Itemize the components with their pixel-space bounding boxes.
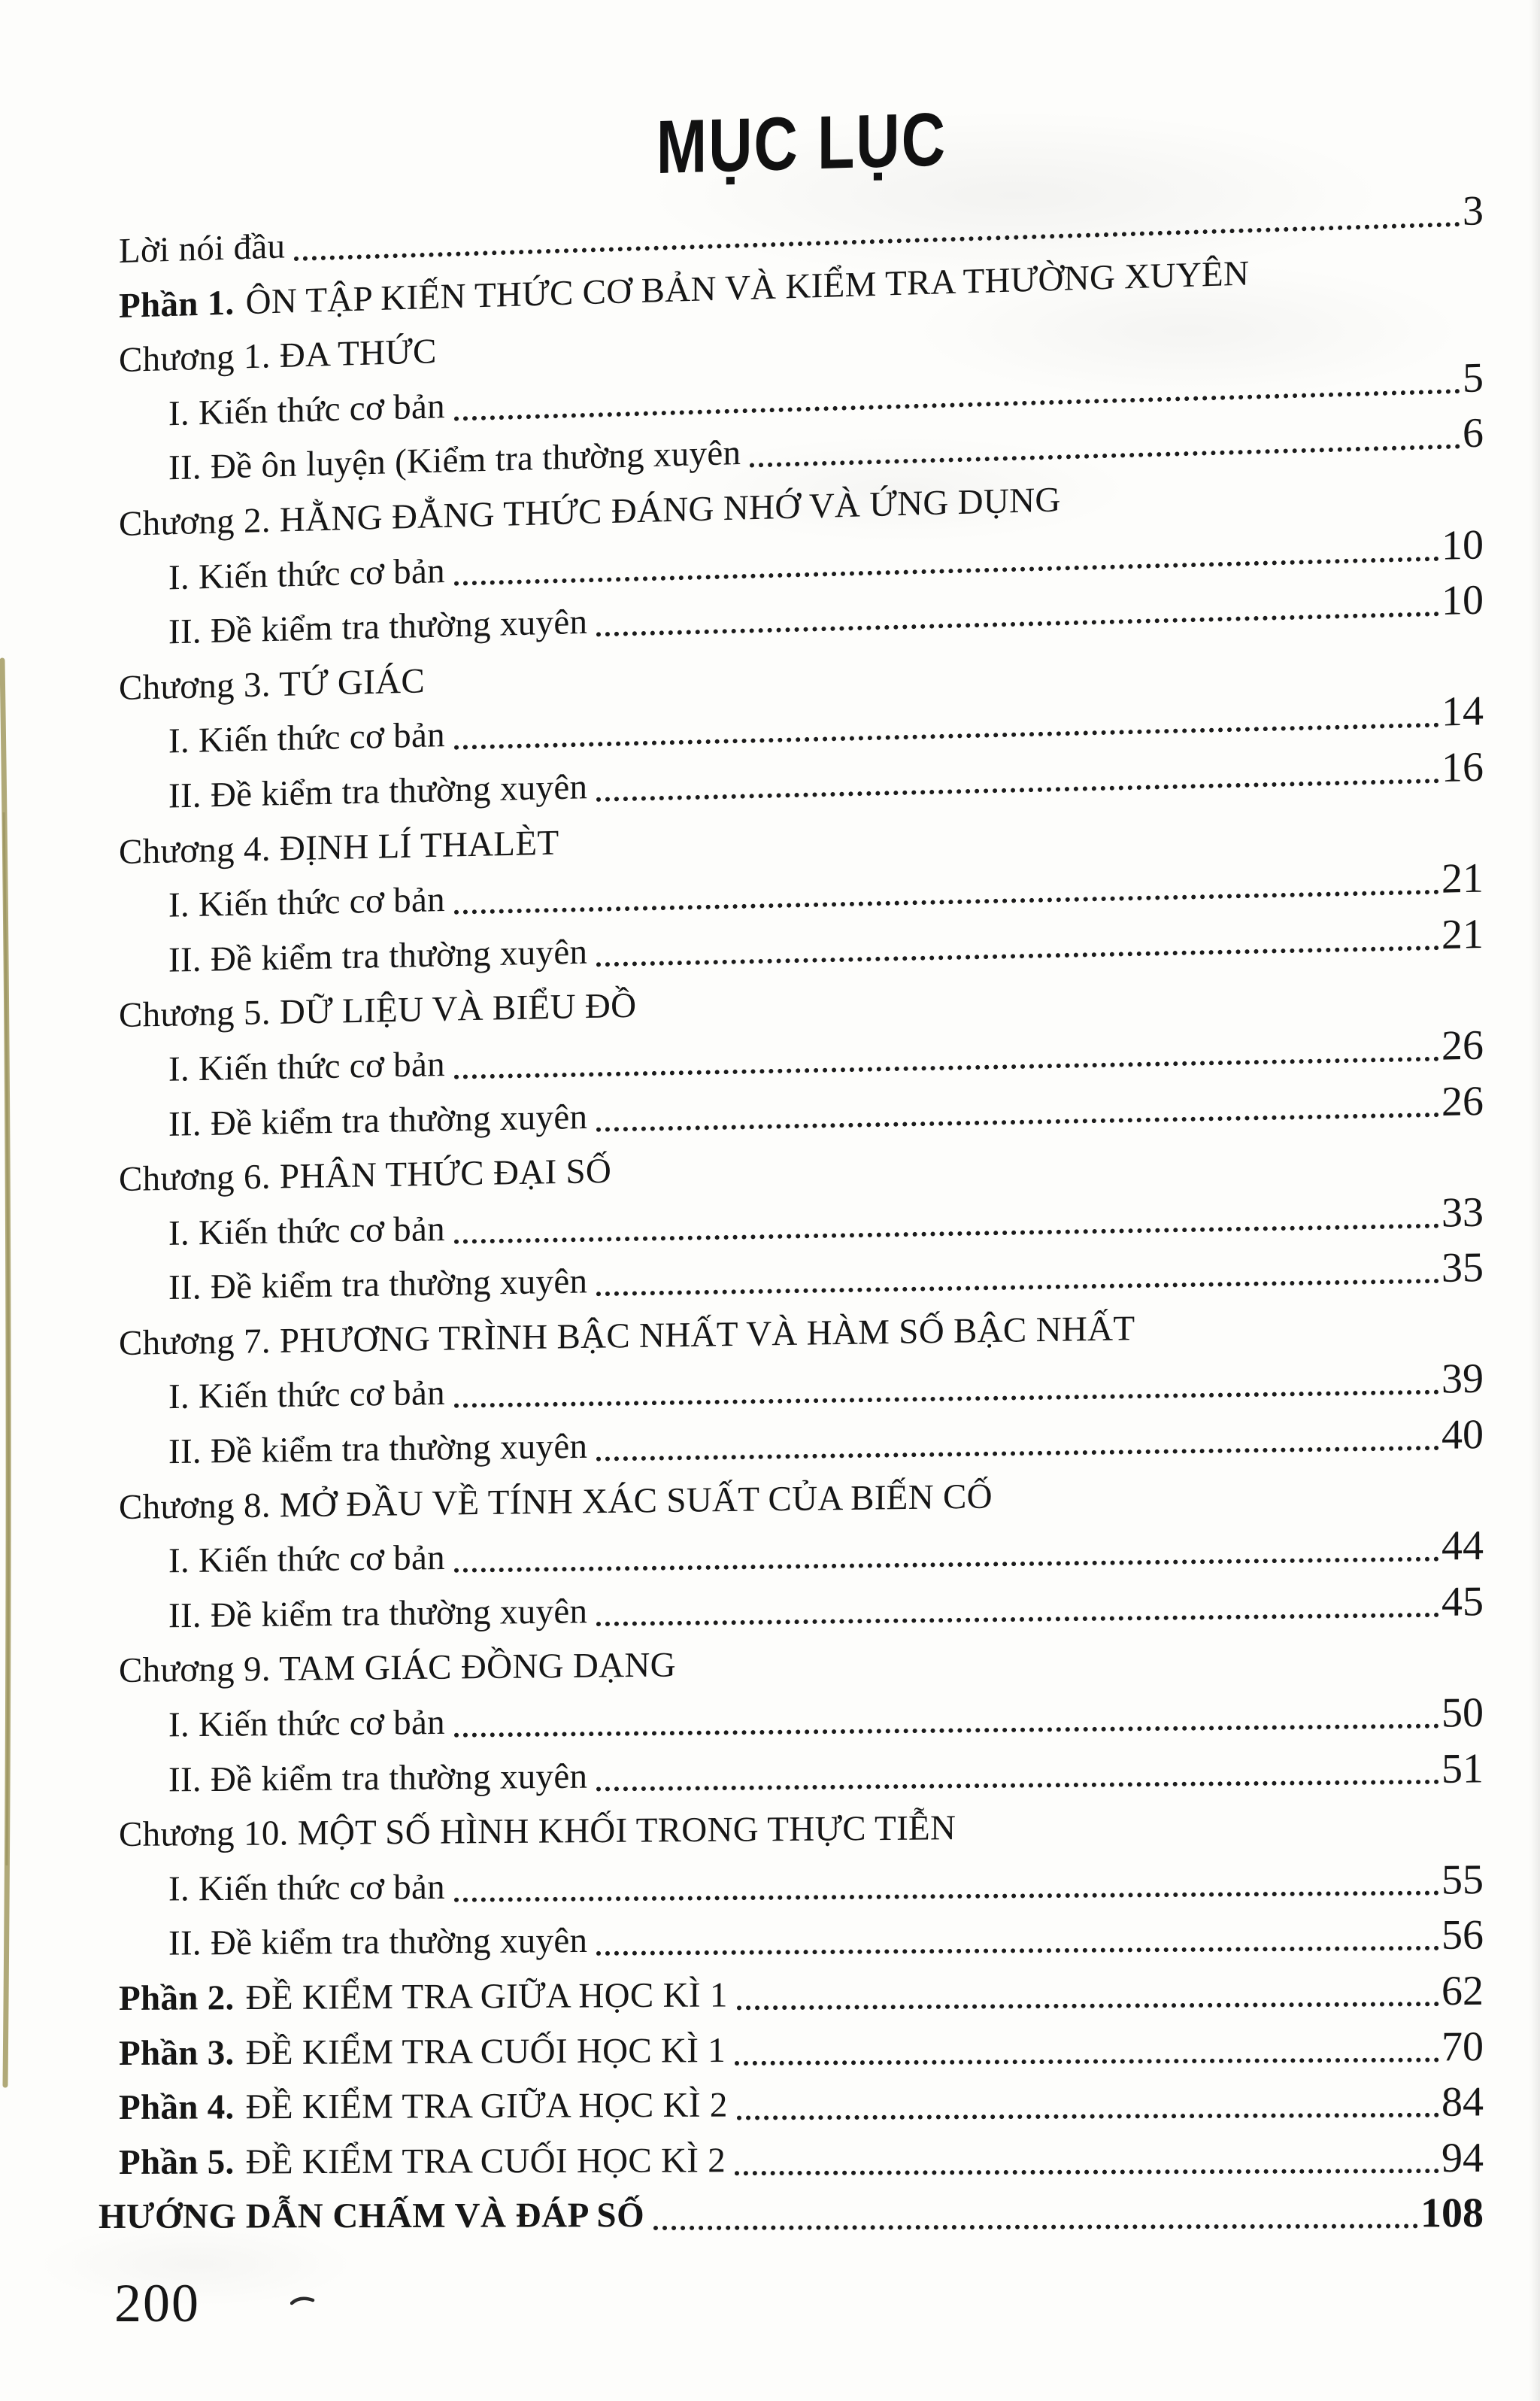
toc-entry-page: 26 bbox=[1441, 1077, 1484, 1125]
toc-entry-page: 40 bbox=[1441, 1410, 1484, 1459]
toc-entry-page: 108 bbox=[1420, 2190, 1484, 2237]
toc-entry-text bbox=[119, 1151, 612, 1204]
dot-leader bbox=[737, 2113, 1439, 2120]
toc-entry-label: I. Kiến thức cơ bản bbox=[168, 1867, 445, 1908]
toc-entry-label: II. Đề kiểm tra thường xuyên bbox=[168, 766, 588, 816]
toc-entry-label: II. Đề kiểm tra thường xuyên bbox=[168, 1261, 588, 1307]
toc-entry-label: Chương 3. TỨ GIÁC bbox=[119, 660, 425, 708]
toc-entry-label: ĐỀ KIỂM TRA CUỐI HỌC KÌ 2 bbox=[245, 2140, 726, 2181]
toc-entry-label: Chương 7. PHƯƠNG TRÌNH BẬC NHẤT VÀ HÀM SỐ BẬC NHẤT bbox=[119, 1308, 1135, 1363]
toc-entry-text bbox=[168, 1756, 588, 1805]
toc-entry-page: 39 bbox=[1441, 1355, 1484, 1403]
dot-leader bbox=[596, 1612, 1439, 1625]
dot-leader bbox=[596, 1779, 1439, 1791]
dot-leader bbox=[653, 2223, 1418, 2230]
toc-entry-text bbox=[168, 1044, 445, 1094]
toc-entry-page: 3 bbox=[1463, 187, 1484, 235]
toc-entry-text bbox=[168, 1099, 587, 1149]
toc-entry-page: 56 bbox=[1441, 1911, 1484, 1959]
dot-leader bbox=[454, 1556, 1439, 1572]
toc-entry-page: 10 bbox=[1441, 576, 1484, 624]
toc-entry-label: Lời nói đầu bbox=[119, 226, 286, 271]
page-title-text: MỤC LỤC bbox=[656, 96, 947, 190]
toc-entry-text bbox=[119, 1975, 728, 2023]
dot-leader bbox=[737, 2002, 1439, 2010]
toc-entry-label: Chương 8. MỞ ĐẦU VỀ TÍNH XÁC SUẤT CỦA BIẾN CỐ bbox=[119, 1476, 993, 1527]
toc-entry-text bbox=[168, 715, 445, 766]
toc-entry-text bbox=[168, 1211, 445, 1258]
toc-entry-text bbox=[119, 2087, 728, 2132]
dot-leader bbox=[735, 2057, 1439, 2066]
dot-leader bbox=[596, 1279, 1439, 1296]
toc-entry-prefix: Phần 3. bbox=[119, 2032, 235, 2073]
toc-entry-label: I. Kiến thức cơ bản bbox=[168, 1537, 445, 1581]
pen-tick-mark bbox=[290, 2293, 316, 2309]
toc-entry-text bbox=[168, 1537, 445, 1586]
toc-entry-label: Chương 6. PHÂN THỨC ĐẠI SỐ bbox=[119, 1151, 612, 1199]
toc-entry-label: II. Đề kiểm tra thường xuyên bbox=[168, 1591, 588, 1635]
toc-entry-label: HƯỚNG DẪN CHẤM VÀ ĐÁP SỐ bbox=[99, 2196, 645, 2236]
toc-entry bbox=[119, 2017, 1484, 2078]
toc-list bbox=[99, 187, 1484, 2242]
toc-entry-page: 50 bbox=[1441, 1689, 1484, 1737]
dot-leader bbox=[454, 1890, 1439, 1902]
toc-entry bbox=[99, 2184, 1484, 2242]
toc-entry-page: 94 bbox=[1441, 2134, 1484, 2181]
toc-entry-label: Chương 9. TAM GIÁC ĐỒNG DẠNG bbox=[119, 1645, 676, 1691]
toc-entry bbox=[119, 1961, 1484, 2023]
toc-entry-text bbox=[119, 2140, 726, 2187]
toc-entry-label: Chương 4. ĐỊNH LÍ THALÈT bbox=[119, 822, 559, 872]
toc-entry bbox=[119, 1794, 1484, 1859]
toc-entry-label: I. Kiến thức cơ bản bbox=[168, 551, 445, 597]
toc-entry-page: 21 bbox=[1441, 910, 1484, 958]
toc-entry-text bbox=[99, 2198, 644, 2242]
toc-entry-label: Chương 5. DỮ LIỆU VÀ BIỂU ĐỒ bbox=[119, 985, 637, 1035]
toc-entry bbox=[119, 2072, 1484, 2132]
toc-entry-page: 84 bbox=[1441, 2078, 1484, 2126]
left-page-edge-scan-line bbox=[0, 0, 30, 2401]
dot-leader bbox=[454, 1390, 1439, 1408]
toc-entry-text bbox=[168, 553, 445, 602]
toc-entry-text bbox=[168, 1261, 588, 1313]
toc-entry-text bbox=[168, 879, 445, 930]
toc-entry-label: I. Kiến thức cơ bản bbox=[168, 715, 445, 761]
toc-entry-page: 21 bbox=[1441, 854, 1484, 903]
toc-entry-text bbox=[168, 1591, 588, 1641]
toc-entry-page: 44 bbox=[1441, 1522, 1484, 1570]
toc-entry-label: I. Kiến thức cơ bản bbox=[168, 1044, 445, 1089]
toc-entry-label: Chương 1. ĐA THỨC bbox=[119, 331, 437, 380]
toc-entry-page: 6 bbox=[1463, 409, 1484, 457]
toc-entry-page: 45 bbox=[1441, 1577, 1484, 1625]
toc-entry-text bbox=[168, 1428, 587, 1476]
toc-entry-text bbox=[119, 2032, 726, 2078]
toc-entry-label: II. Đề ôn luyện (Kiểm tra thường xuyên bbox=[168, 433, 741, 488]
dot-leader bbox=[596, 1446, 1439, 1462]
toc-entry-page: 33 bbox=[1441, 1188, 1484, 1236]
toc-entry-page: 35 bbox=[1441, 1243, 1484, 1292]
toc-entry-label: II. Đề kiểm tra thường xuyên bbox=[168, 602, 588, 652]
toc-entry-prefix: Phần 1. bbox=[119, 282, 235, 326]
toc-entry-label: Chương 10. MỘT SỐ HÌNH KHỐI TRONG THỰC TIỄN bbox=[119, 1808, 956, 1854]
toc-entry bbox=[119, 1850, 1484, 1914]
toc-entry bbox=[119, 1905, 1484, 1968]
toc-entry-prefix: Phần 4. bbox=[119, 2087, 235, 2127]
toc-content bbox=[99, 0, 1484, 2242]
toc-entry-label: II. Đề kiểm tra thường xuyên bbox=[168, 1756, 588, 1799]
toc-entry-text bbox=[168, 388, 445, 438]
dot-leader bbox=[596, 1112, 1439, 1131]
dot-leader bbox=[596, 1946, 1439, 1956]
toc-entry-prefix: Phần 2. bbox=[119, 1978, 235, 2018]
toc-entry-page: 14 bbox=[1441, 688, 1484, 736]
toc-entry-text bbox=[119, 226, 286, 276]
toc-entry-label: ĐỀ KIỂM TRA CUỐI HỌC KÌ 1 bbox=[245, 2030, 726, 2072]
toc-entry-page: 16 bbox=[1441, 743, 1484, 791]
toc-entry-page: 55 bbox=[1441, 1856, 1484, 1903]
dot-leader bbox=[454, 1723, 1439, 1737]
toc-entry-label: II. Đề kiểm tra thường xuyên bbox=[168, 1921, 588, 1963]
toc-entry-text bbox=[119, 660, 425, 713]
toc-entry-label: I. Kiến thức cơ bản bbox=[168, 1702, 445, 1745]
toc-entry-text bbox=[119, 1808, 956, 1859]
toc-entry-text bbox=[119, 1645, 676, 1696]
toc-entry bbox=[119, 2128, 1484, 2187]
toc-entry-text bbox=[168, 1702, 445, 1750]
toc-entry-text bbox=[168, 1376, 445, 1422]
toc-entry-label: II. Đề kiểm tra thường xuyên bbox=[168, 931, 588, 979]
toc-entry-page: 62 bbox=[1441, 1967, 1484, 2014]
toc-entry-page: 5 bbox=[1463, 354, 1484, 402]
toc-entry-label: ĐỀ KIỂM TRA GIỮA HỌC KÌ 2 bbox=[245, 2085, 728, 2127]
toc-entry-page: 10 bbox=[1441, 521, 1484, 569]
page-title bbox=[119, 0, 1484, 218]
toc-entry-label: I. Kiến thức cơ bản bbox=[168, 1374, 445, 1417]
toc-entry-label: Chương 2. HẰNG ĐẲNG THỨC ĐÁNG NHỚ VÀ ỨNG DỤNG bbox=[119, 480, 1061, 544]
toc-entry-label: ÔN TẬP KIẾN THỨC CƠ BẢN VÀ KIỂM TRA THƯỜNG XUYÊN bbox=[245, 253, 1250, 322]
footer-page-number: 200 bbox=[114, 2273, 200, 2333]
toc-entry-label: ĐỀ KIỂM TRA GIỮA HỌC KÌ 1 bbox=[245, 1975, 728, 2017]
toc-entry-label: II. Đề kiểm tra thường xuyên bbox=[168, 1426, 588, 1471]
toc-entry-label: I. Kiến thức cơ bản bbox=[168, 879, 445, 925]
toc-entry-page: 51 bbox=[1441, 1744, 1484, 1792]
toc-entry-prefix: Phần 5. bbox=[119, 2141, 235, 2182]
toc-entry-page: 26 bbox=[1441, 1021, 1484, 1070]
toc-entry-label: I. Kiến thức cơ bản bbox=[168, 386, 445, 433]
toc-entry-text bbox=[168, 1923, 587, 1968]
toc-entry-text bbox=[168, 1869, 445, 1914]
toc-entry-label: II. Đề kiểm tra thường xuyên bbox=[168, 1097, 588, 1143]
toc-entry-label: I. Kiến thức cơ bản bbox=[168, 1209, 445, 1253]
toc-entry-page: 70 bbox=[1441, 2023, 1484, 2070]
dot-leader bbox=[735, 2168, 1439, 2175]
